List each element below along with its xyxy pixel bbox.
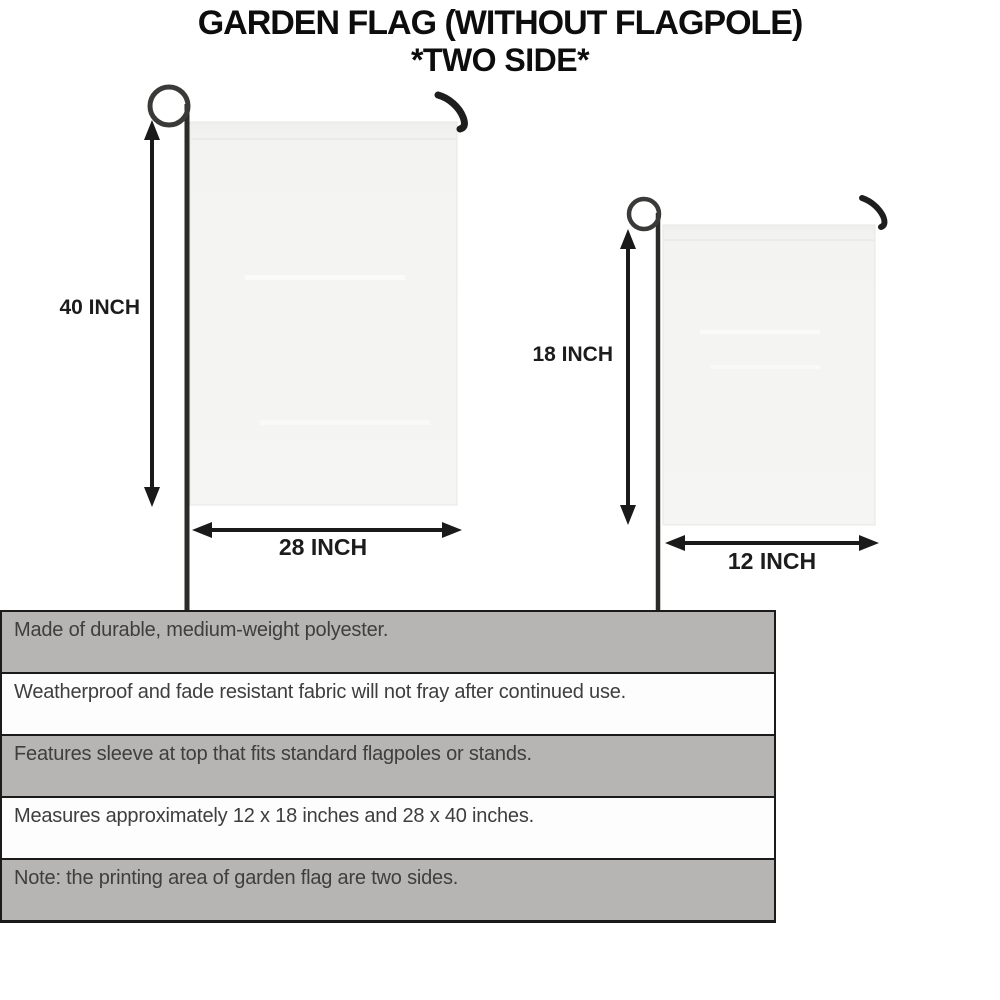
- small-flag-fabric: [663, 225, 875, 525]
- large-flagpole-loop: [150, 87, 188, 125]
- small-flag-height-label: 18 INCH: [532, 343, 613, 366]
- spec-row-material: Made of durable, medium-weight polyester.: [2, 612, 774, 674]
- small-height-arrowhead-up: [620, 229, 636, 249]
- small-flag-hook-icon: [862, 198, 884, 227]
- page-title: GARDEN FLAG (WITHOUT FLAGPOLE): [197, 4, 803, 42]
- large-width-arrowhead-right: [442, 522, 462, 538]
- large-width-arrowhead-left: [192, 522, 212, 538]
- large-height-arrowhead-down: [144, 487, 160, 507]
- spec-table: [0, 610, 776, 923]
- large-flag-width-label: 28 INCH: [278, 534, 368, 560]
- large-flag-height-label: 40 INCH: [59, 296, 140, 319]
- spec-row-sleeve: Features sleeve at top that fits standard flagpoles or stands.: [2, 736, 774, 798]
- small-flag-wrinkle: [700, 330, 820, 334]
- small-flag-width-label: 12 INCH: [727, 548, 817, 574]
- small-height-arrowhead-down: [620, 505, 636, 525]
- spec-row-measures: Measures approximately 12 x 18 inches and 28 x 40 inches.: [2, 798, 774, 860]
- large-flag-fabric: [190, 122, 457, 505]
- spec-row-note: Note: the printing area of garden flag are two sides.: [2, 860, 774, 920]
- small-flagpole-loop: [629, 199, 659, 229]
- small-flag-wrinkle: [710, 365, 820, 369]
- spec-row-weatherproof: Weatherproof and fade resistant fabric will not fray after continued use.: [2, 674, 774, 736]
- large-flag-wrinkle: [260, 420, 430, 425]
- large-flag-wrinkle: [245, 275, 405, 280]
- page-subtitle: *TWO SIDE*: [410, 42, 590, 79]
